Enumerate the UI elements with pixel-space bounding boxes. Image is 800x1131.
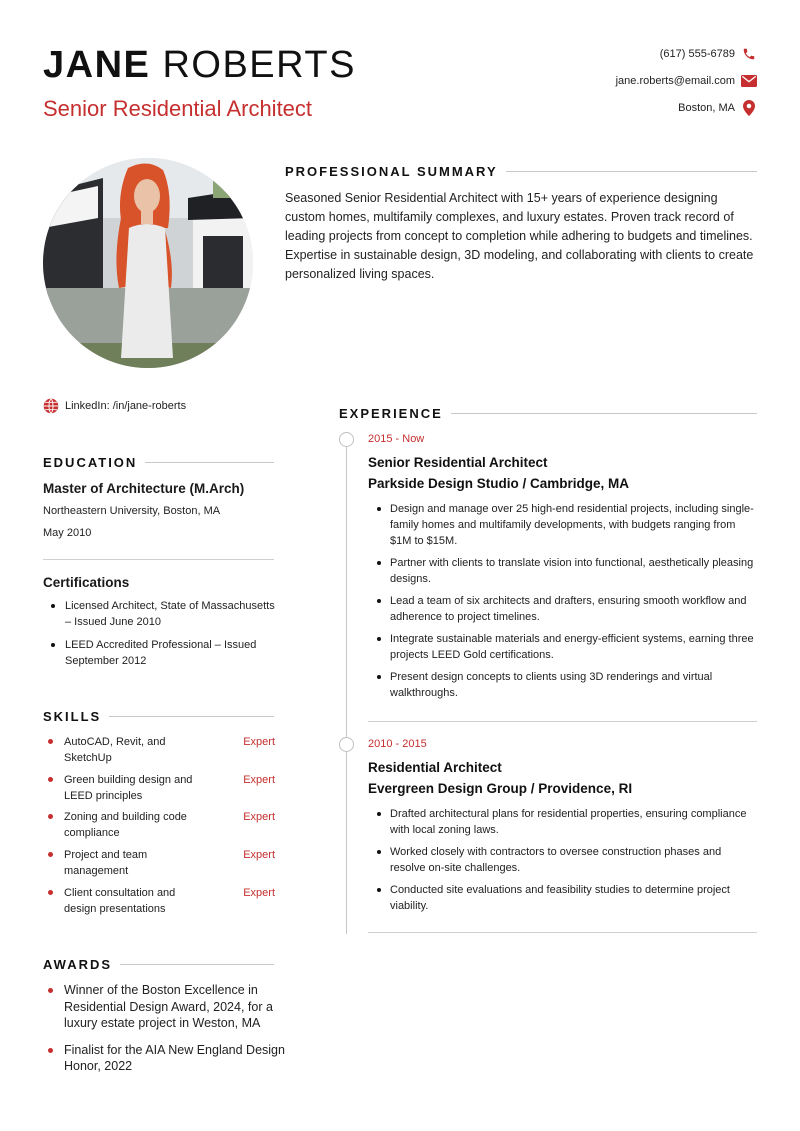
job-bullets: [368, 806, 758, 920]
first-name: JANE: [43, 44, 151, 86]
skills-list: [43, 734, 275, 922]
certifications-heading: Certifications: [43, 575, 130, 590]
list-item: Drafted architectural plans for residential properties, ensuring compliance with local zoning laws.: [368, 806, 758, 838]
job-dates: 2015 - Now: [368, 433, 425, 445]
heading-rule: [145, 462, 274, 463]
contact-email[interactable]: [497, 67, 757, 94]
skill-row: [43, 772, 275, 810]
job-title: Senior Residential Architect: [43, 96, 313, 121]
experience-heading-text: EXPERIENCE: [339, 406, 443, 421]
list-item: Partner with clients to translate vision into functional, aesthetically pleasing designs.: [368, 555, 758, 587]
job-divider: [368, 721, 757, 722]
skill-row: [43, 809, 275, 847]
location-text: Boston, MA: [678, 101, 735, 114]
candidate-name: [43, 46, 356, 84]
education-degree: Master of Architecture (M.Arch): [43, 481, 245, 496]
last-name: ROBERTS: [162, 44, 356, 86]
skill-name: Green building design and LEED principles: [64, 773, 193, 802]
education-heading-text: EDUCATION: [43, 455, 138, 470]
list-item: Present design concepts to clients using 3D renderings and virtual walkthroughs.: [368, 669, 758, 701]
contact-block: [497, 40, 757, 121]
award-item: Finalist for the AIA New England Design Honor, 2022: [43, 1042, 303, 1075]
job-bullets: [368, 501, 758, 707]
education-divider: [43, 559, 274, 560]
summary-text: Seasoned Senior Residential Architect with 15+ years of experience designing custom homes, multifamily complexes, and luxury estates. Proven track record of leading projects from concept to completion while adhering to budgets and timelines. Expertise in sustainable design, 3D modeling, and collaborating with clients to create personalized living spaces.: [285, 191, 754, 281]
experience-heading: [339, 406, 757, 421]
contact-phone[interactable]: [497, 40, 757, 67]
award-item: Winner of the Boston Excellence in Residential Design Award, 2024, for a luxury estate project in Weston, MA: [43, 982, 303, 1032]
education-date: May 2010: [43, 527, 92, 539]
bullet-dot: [48, 777, 53, 782]
certifications-list: [43, 598, 275, 669]
summary-heading-text: PROFESSIONAL SUMMARY: [285, 164, 498, 179]
profile-photo: [43, 158, 253, 368]
email-text: jane.roberts@email.com: [615, 74, 735, 87]
bullet-dot: [48, 814, 53, 819]
list-item: Integrate sustainable materials and energy-efficient systems, earning three projects LEED Gold certifications.: [368, 631, 758, 663]
heading-rule: [109, 716, 274, 717]
heading-rule: [506, 171, 757, 172]
job-role: Residential Architect: [368, 760, 502, 775]
globe-icon: [43, 398, 59, 414]
skill-name: Client consultation and design presentations: [64, 886, 176, 915]
list-item: Lead a team of six architects and drafters, ensuring smooth workflow and adherence to project timelines.: [368, 593, 758, 625]
job-company: Parkside Design Studio / Cambridge, MA: [368, 476, 630, 491]
list-item: Worked closely with contractors to oversee construction phases and resolve on-site challenges.: [368, 844, 758, 876]
timeline-marker: [339, 432, 354, 447]
heading-rule: [120, 964, 274, 965]
list-item: LEED Accredited Professional – Issued September 2012: [43, 637, 275, 669]
education-school: Northeastern University, Boston, MA: [43, 505, 221, 517]
job-company: Evergreen Design Group / Providence, RI: [368, 781, 633, 796]
bullet-dot: [48, 852, 53, 857]
list-item: Conducted site evaluations and feasibility studies to determine project viability.: [368, 882, 758, 914]
phone-icon: [741, 46, 757, 62]
timeline-marker: [339, 737, 354, 752]
skills-heading: [43, 709, 274, 724]
phone-text: (617) 555-6789: [659, 47, 735, 60]
bullet-dot: [48, 890, 53, 895]
job-dates: 2010 - 2015: [368, 738, 427, 750]
awards-heading-text: AWARDS: [43, 957, 113, 972]
job-divider: [368, 932, 757, 933]
skill-row: [43, 885, 275, 923]
summary-heading: [285, 164, 757, 179]
linkedin-text: LinkedIn: /in/jane-roberts: [65, 400, 187, 412]
linkedin-link[interactable]: [43, 398, 186, 414]
job-role: Senior Residential Architect: [368, 455, 548, 470]
skill-row: [43, 734, 275, 772]
skill-level: Expert: [243, 849, 275, 862]
timeline-line: [346, 440, 347, 934]
education-heading: [43, 455, 274, 470]
skill-row: [43, 847, 275, 885]
awards-list: [43, 982, 303, 1085]
skill-name: AutoCAD, Revit, and SketchUp: [64, 736, 166, 764]
awards-heading: [43, 957, 274, 972]
skill-name: Project and team management: [64, 849, 148, 878]
skill-level: Expert: [243, 773, 275, 786]
bullet-dot: [48, 739, 53, 744]
skills-heading-text: SKILLS: [43, 709, 102, 724]
list-item: Licensed Architect, State of Massachusetts – Issued June 2010: [43, 598, 275, 630]
location-pin-icon: [741, 100, 757, 116]
list-item: Design and manage over 25 high-end residential projects, including single-family homes and multifamily developments, with budgets ranging from $1M to $15M.: [368, 501, 758, 549]
heading-rule: [451, 413, 757, 414]
skill-level: Expert: [243, 886, 275, 899]
email-icon: [741, 73, 757, 89]
skill-name: Zoning and building code compliance: [64, 811, 187, 840]
contact-location: [497, 94, 757, 121]
skill-level: Expert: [243, 811, 275, 824]
skill-level: Expert: [243, 736, 275, 748]
